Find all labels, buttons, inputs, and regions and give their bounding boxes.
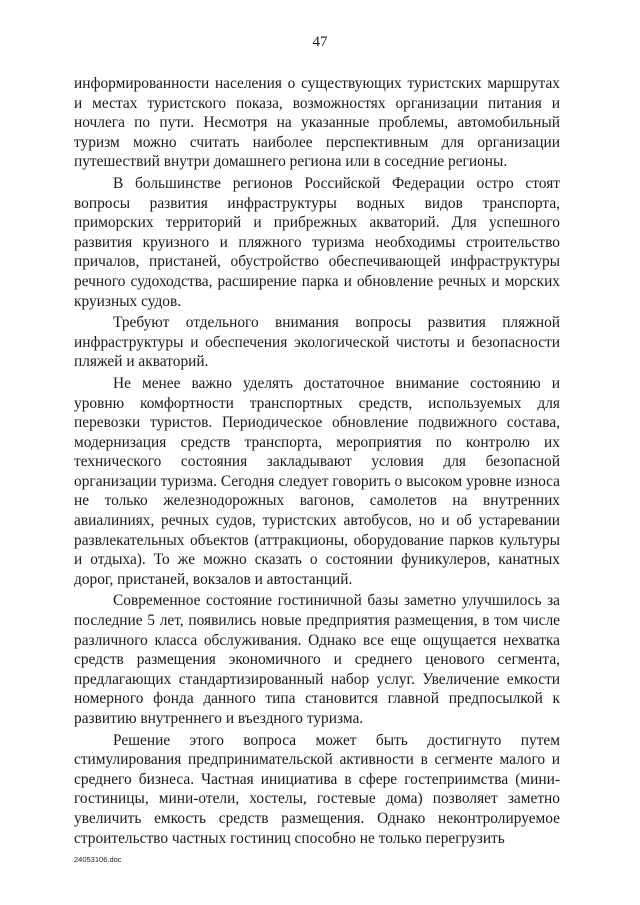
paragraph-water-transport: В большинстве регионов Российской Федерации остро стоят вопросы развития инфраструктуры водных видов транспорта, приморских территорий и прибрежных акваторий. Для успешного развития круизного и пляжного туризма необходимы строительство причалов, пристаней, обустройство обеспечивающей инфраструктуры речного судоходства, расширение парка и обновление речных и морских круизных судов. — [74, 174, 560, 310]
page-number: 47 — [312, 34, 328, 50]
document-body — [74, 74, 560, 850]
paragraph-transport-comfort: Не менее важно уделять достаточное внимание состоянию и уровню комфортности транспортных средств, используемых для перевозки туристов. Периодическое обновление подвижного состава, модернизация средств транспорта, мероприятия по контролю их технического состояния закладывают условия для безопасной организации туризма. Сегодня следует говорить о высоком уровне износа не только железнодорожных вагонов, самолетов на внутренних авиалиниях, речных судов, туристских автобусов, но и об устаревании развлекательных объектов (аттракционы, оборудование парков культуры и отдыха). То же можно сказать о состоянии фуникулеров, канатных дорог, пристаней, вокзалов и автостанций. — [74, 374, 560, 588]
paragraph-small-business: Решение этого вопроса может быть достигнуто путем стимулирования предпринимательской активности в сегменте малого и среднего бизнеса. Частная инициатива в сфере гостеприимства (мини-гостиницы, мини-отели, хостелы, гостевые дома) позволяет заметно увеличить емкость средств размещения. Однако неконтролируемое строительство частных гостиниц способно не только перегрузить — [74, 731, 560, 847]
document-file-code: 24053106.doc — [74, 855, 122, 864]
paragraph-hotel-base: Современное состояние гостиничной базы заметно улучшилось за последние 5 лет, появились новые предприятия размещения, в том числе различного класса обслуживания. Однако все еще ощущается нехватка средств размещения экономичного и среднего ценового сегмента, предлагающих стандартизированный набор услуг. Увеличение емкости номерного фонда данного типа становится главной предпосылкой к развитию внутреннего и въездного туризма. — [74, 592, 560, 727]
paragraph-continued: информированности населения о существующих туристских маршрутах и местах туристского показа, возможностях организации питания и ночлега по пути. Несмотря на указанные проблемы, автомобильный туризм можно считать наиболее перспективным для организации путешествий внутри домашнего региона или в соседние регионы. — [74, 75, 560, 171]
paragraph-beach-infrastructure: Требуют отдельного внимания вопросы развития пляжной инфраструктуры и обеспечения экологической чистоты и безопасности пляжей и акваторий. — [74, 314, 560, 371]
